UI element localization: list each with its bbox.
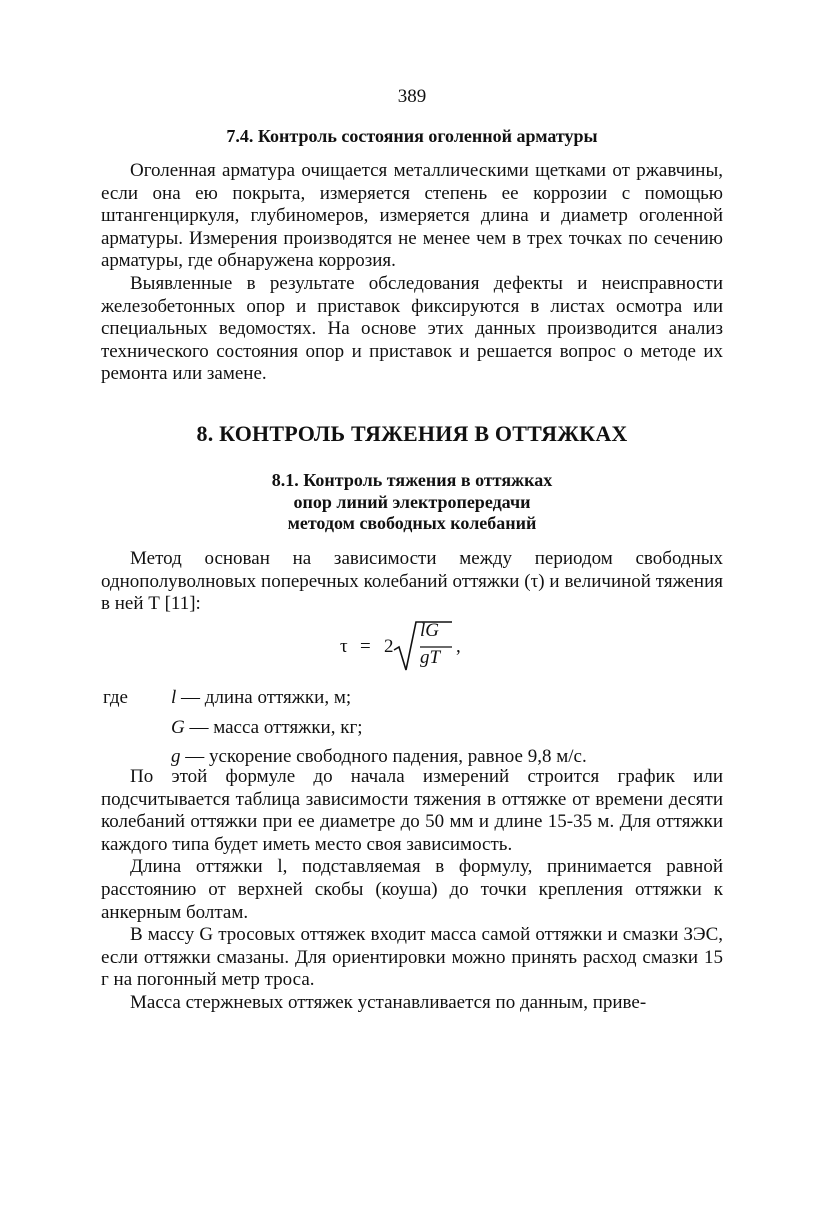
legend-text: — длина оттяжки, м; xyxy=(176,687,352,708)
paragraph: Масса стержневых оттяжек устанавливается по данным, приве- xyxy=(130,991,647,1013)
formula-denominator: gT xyxy=(420,647,441,668)
sub-heading-line: опор линий электропередачи xyxy=(293,491,531,512)
formula-trailing: , xyxy=(456,636,461,657)
legend-row xyxy=(171,683,351,713)
where-label: где xyxy=(103,687,128,708)
chapter-heading: 8. КОНТРОЛЬ ТЯЖЕНИЯ В ОТТЯЖКАХ xyxy=(196,421,628,446)
formula-coefficient: 2 xyxy=(384,636,394,657)
body-text xyxy=(101,766,723,1015)
section-heading: 7.4. Контроль состояния оголенной арматуры xyxy=(226,126,598,146)
formula-lhs: τ xyxy=(340,636,348,657)
legend-text: — масса оттяжки, кг; xyxy=(184,716,363,738)
legend-text: — ускорение свободного падения, равное 9,8 м/с. xyxy=(180,746,587,767)
sub-heading-line: методом свободных колебаний xyxy=(287,513,537,533)
intro-text xyxy=(101,548,723,616)
sub-heading-line: 8.1. Контроль тяжения в оттяжках xyxy=(271,470,553,490)
legend-symbol: g xyxy=(171,746,181,767)
paragraph: Длина оттяжки l, подставляемая в формулу, принимается равной расстоянию от верхней скобы (коуша) до точки крепления оттяжки к анкерным болтам. xyxy=(101,856,723,923)
legend-symbol: l xyxy=(171,687,177,708)
page-number: 389 xyxy=(397,86,427,107)
paragraph: Выявленные в результате обследования дефекты и неисправности железобетонных опор и приставок фиксируются в листах осмотра или специальных ведомостях. На основе этих данных производится анализ технического состояния опор и приставок и решается вопрос о методе их ремонта или замене. xyxy=(101,272,723,385)
paragraph: Метод основан на зависимости между периодом свободных однополуволновых поперечных колебаний оттяжки (τ) и величиной тяжения в ней Т [11]: xyxy=(101,548,723,615)
sub-heading xyxy=(101,470,723,535)
section-text xyxy=(101,160,723,386)
paragraph: Оголенная арматура очищается металлическими щетками от ржавчины, если она ею покрыта, измеряется степень ее коррозии с помощью штангенциркуля, глубиномеров, измеряется длина и диаметр оголенной арматуры. Измерения производятся не менее чем в трех точках по сечению арматуры, где обнаружена коррозия. xyxy=(101,160,723,272)
legend-symbol: G xyxy=(171,716,185,738)
legend-row xyxy=(171,713,363,743)
paragraph: По этой формуле до начала измерений строится график или подсчитывается таблица зависимости тяжения в оттяжке от времени десяти колебаний оттяжки при ее диаметре до 50 мм и длине 15-35 м. Для оттяжки каждого типа будет иметь место своя зависимость. xyxy=(101,766,723,855)
formula-numerator: lG xyxy=(420,620,439,641)
formula-equals: = xyxy=(360,636,371,657)
paragraph: В массу G тросовых оттяжек входит масса самой оттяжки и смазки ЗЭС, если оттяжки смазаны. Для ориентировки можно принять расход смазки 15 г на погонный метр троса. xyxy=(101,924,723,991)
